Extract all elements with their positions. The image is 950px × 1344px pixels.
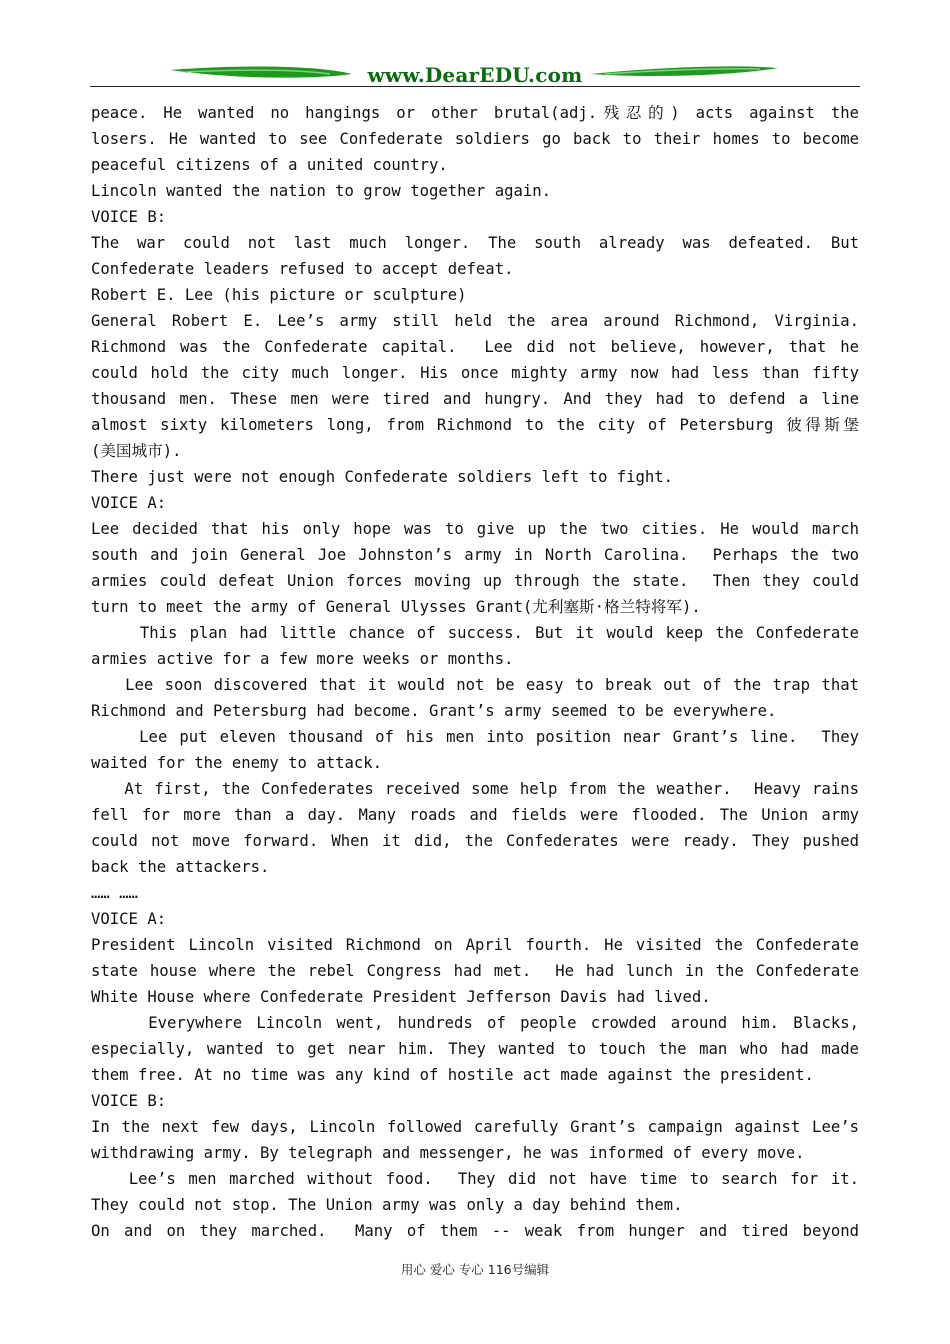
text-line: White House where Confederate President Jefferson Davis had lived. [91,988,711,1006]
text-line: state house where the rebel Congress had met. He had lunch in the Confederate [91,962,859,980]
text-line: waited for the enemy to attack. [91,754,383,772]
text-line: At first, the Confederates received some help from the weather. Heavy rains [91,780,859,798]
text-line: General Robert E. Lee’s army still held the area around Richmond, Virginia. [91,312,859,330]
text-line: withdrawing army. By telegraph and messenger, he was informed of every move. [91,1144,805,1162]
site-logo[interactable]: www.DearEDU.com [367,63,583,87]
text-line: Lee decided that his only hope was to give up the two cities. He would march [91,520,859,538]
text-line: This plan had little chance of success. But it would keep the Confederate [91,624,859,642]
text-line: VOICE A: [91,494,167,512]
text-line: armies active for a few more weeks or months. [91,650,514,668]
text-line: Lee soon discovered that it would not be easy to break out of the trap that [91,676,859,694]
text-line: almost sixty kilometers long, from Richmond to the city of Petersburg 彼得斯堡 [91,416,859,434]
text-line: They could not stop. The Union army was only a day behind them. [91,1196,683,1214]
text-line: peace. He wanted no hangings or other brutal(adj.残忍的) acts against the [91,104,859,122]
page-footer: 用心 爱心 专心 116号编辑 [400,1262,550,1277]
text-line: could hold the city much longer. His once mighty army now had less than fifty [91,364,859,382]
header-divider [90,86,860,87]
text-line: (美国城市). [91,442,182,460]
text-line: Lee’s men marched without food. They did not have time to search for it. [91,1170,859,1188]
text-line: VOICE A: [91,910,167,928]
text-line: losers. He wanted to see Confederate soldiers go back to their homes to become [91,130,859,148]
text-line: Robert E. Lee (his picture or sculpture) [91,286,467,304]
text-line: especially, wanted to get near him. They wanted to touch the man who had made [91,1040,859,1058]
text-line: fell for more than a day. Many roads and fields were flooded. The Union army [91,806,859,824]
text-line: them free. At no time was any kind of hostile act made against the president. [91,1066,814,1084]
text-line: VOICE B: [91,208,167,226]
text-line: President Lincoln visited Richmond on April fourth. He visited the Confederate [91,936,859,954]
header-banner [90,60,860,92]
text-line: Everywhere Lincoln went, hundreds of people crowded around him. Blacks, [91,1014,859,1032]
document-body [91,100,859,1244]
text-line: Lincoln wanted the nation to grow together again. [91,182,552,200]
text-line: Confederate leaders refused to accept defeat. [91,260,514,278]
text-line: In the next few days, Lincoln followed carefully Grant’s campaign against Lee’s [91,1118,859,1136]
text-line: south and join General Joe Johnston’s army in North Carolina. Perhaps the two [91,546,859,564]
text-line: The war could not last much longer. The south already was defeated. But [91,234,859,252]
text-line: Richmond was the Confederate capital. Lee did not believe, however, that he [91,338,859,356]
text-line: thousand men. These men were tired and hungry. And they had to defend a line [91,390,859,408]
text-line: back the attackers. [91,858,270,876]
text-line: On and on they marched. Many of them -- weak from hunger and tired beyond [91,1222,859,1240]
text-line: Richmond and Petersburg had become. Grant’s army seemed to be everywhere. [91,702,777,720]
text-line: turn to meet the army of General Ulysses Grant(尤利塞斯·格兰特将军). [91,598,701,616]
text-line: There just were not enough Confederate soldiers left to fight. [91,468,674,486]
text-line: Lee put eleven thousand of his men into position near Grant’s line. They [91,728,859,746]
text-line: could not move forward. When it did, the Confederates were ready. They pushed [91,832,859,850]
text-line: …… …… [91,884,138,902]
text-line: peaceful citizens of a united country. [91,156,448,174]
text-line: VOICE B: [91,1092,167,1110]
text-line: armies could defeat Union forces moving up through the state. Then they could [91,572,859,590]
